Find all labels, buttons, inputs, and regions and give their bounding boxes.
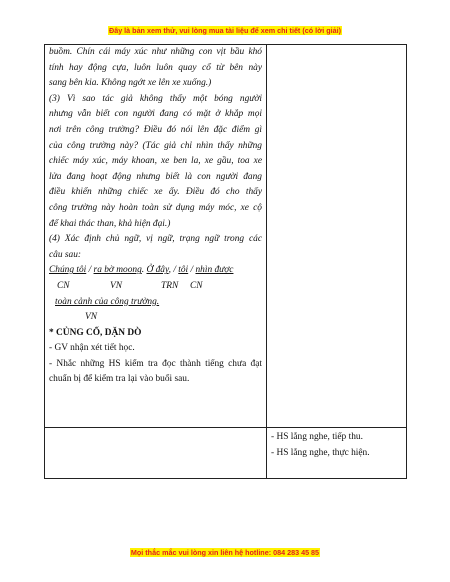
question-4-line: câu sau: [49,249,82,260]
text-line: buồm. Chín cái máy xúc như những con vịt bầu khó [49,47,262,57]
teacher-activity-cell [45,428,267,479]
lesson-plan-table [44,44,407,479]
grammar-tags-row [49,279,262,295]
question-3-line: của công trường này? (Tác giả chỉ nhìn thấy những [49,140,262,151]
subject-phrase: Chúng tôi [49,265,87,276]
preview-notice-banner: Đây là bản xem thử, vui lòng mua tài liệu để xem chi tiết (có lời giải) [109,26,341,35]
text-line: sang bên kia. Không ngớt xe lên xe xuống.) [49,78,212,89]
list-item: - HS lắng nghe, thực hiện. [271,447,370,458]
grammar-tag: TRN [161,280,179,291]
question-4-line: (4) Xác định chủ ngữ, vị ngữ, trạng ngữ trong các [49,234,262,245]
grammar-tag: VN [110,280,122,291]
question-3-line: chiếc máy xúc, máy khoan, xe ben la, xe gầu, toa xe [49,156,262,167]
table-row [45,428,407,479]
grammar-tag: CN [57,280,70,291]
question-3-line: nơi trên công trường? Điều đó nói lên đặc điểm gì [49,124,262,135]
hotline-banner: Mọi thắc mắc vui lòng xin liên hệ hotline: 084 283 45 85 [130,548,320,557]
student-activity-cell [267,428,407,479]
teacher-activity-cell [45,45,267,428]
grammar-tags-row [49,310,262,326]
question-3-line: điều khiển những chiếc xe ấy. Điều đó cho thấy [49,187,262,198]
list-item: - Nhắc những HS kiểm tra đọc thành tiếng chưa đạt [49,358,262,369]
list-item: chuẩn bị để kiểm tra lại vào buổi sau. [49,374,190,385]
student-activity-cell [267,45,407,428]
list-item: - GV nhận xét tiết học. [49,343,135,354]
predicate-phrase: toàn cảnh của công trường. [55,296,160,307]
text-line: tính hay động cựa, luôn luôn quay cổ từ bên này [49,62,262,73]
question-3-line: công trường này hoàn toàn sử dụng máy móc, xe cộ [49,202,262,213]
separator: , / [168,265,179,276]
predicate-phrase: nhìn được [195,265,234,276]
question-3-line: để khai thác than, khả hiện đại.) [49,218,171,229]
separator: . [141,265,147,276]
subject-phrase: tôi [178,265,189,276]
grammar-tag: CN [190,280,203,291]
section-heading: * CỦNG CỐ, DẶN DÒ [49,327,142,338]
question-3-line: (3) Vì sao tác giả không thấy một bóng người [49,93,262,104]
separator: / [86,265,94,276]
example-sentence [49,263,262,279]
separator: / [188,265,196,276]
grammar-tag: VN [85,312,97,323]
list-item: - HS lắng nghe, tiếp thu. [271,432,363,442]
predicate-phrase: ra bờ moong [93,265,142,276]
question-3-line: nhưng vẫn biết con người đang có mặt ở khắp mọi [49,109,262,120]
adverbial-phrase: Ở đây [146,265,169,276]
question-3-line: lửa đang hoạt động nhưng biết là con người đang [49,171,262,182]
example-sentence-cont [49,295,262,311]
table-row [45,45,407,428]
